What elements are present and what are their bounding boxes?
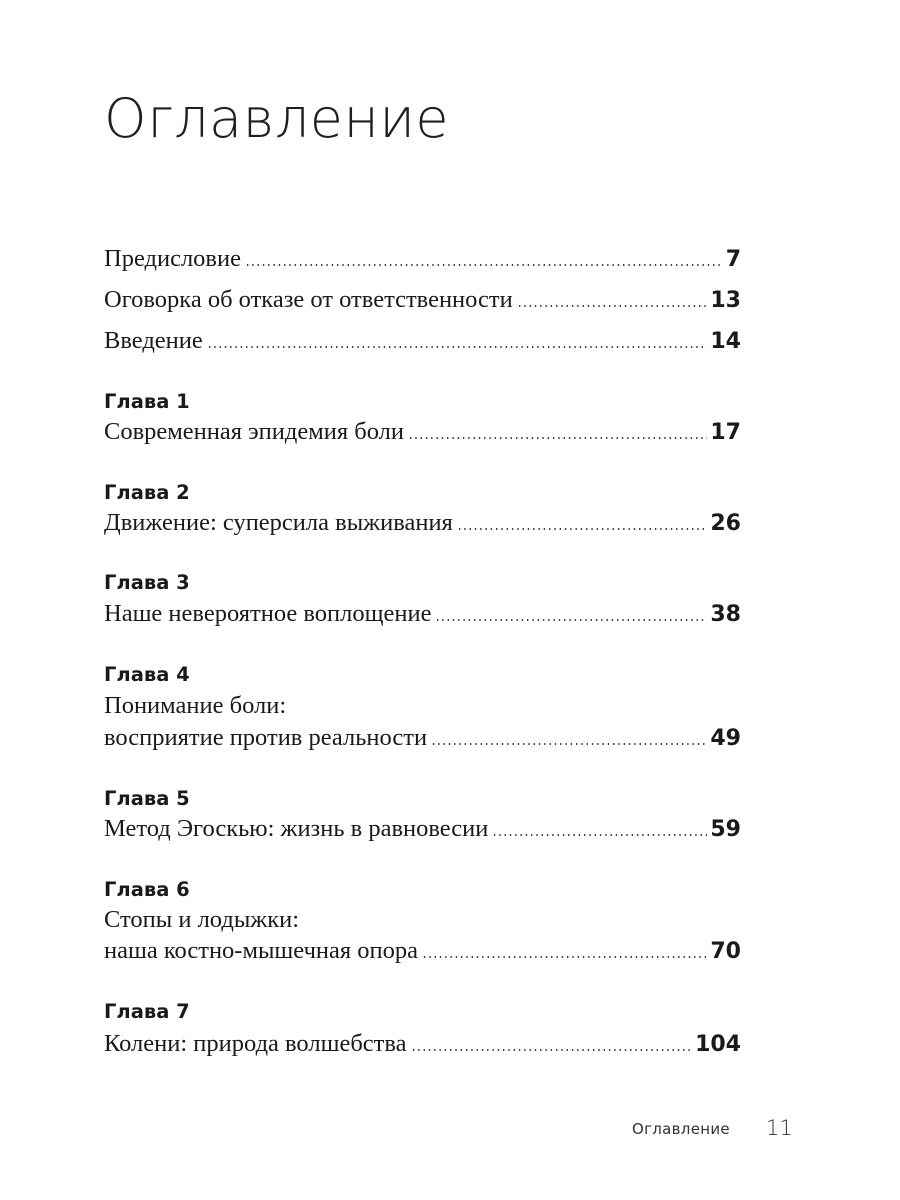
chapter-label: Глава 6 <box>104 878 190 901</box>
toc-entry-chapter-1[interactable] <box>104 416 741 448</box>
toc-entry-title: Оговорка об отказе от ответственности <box>104 286 513 313</box>
dot-leader <box>517 305 708 307</box>
toc-entry-chapter-5[interactable] <box>104 813 741 845</box>
dot-leader <box>411 1049 693 1051</box>
toc-entry-title: Предисловие <box>104 245 241 272</box>
running-footer-section: Оглавление <box>632 1120 730 1138</box>
toc-entry-chapter-6[interactable] <box>104 935 741 967</box>
toc-entry-chapter-2[interactable] <box>104 507 741 539</box>
chapter-label: Глава 3 <box>104 571 190 594</box>
chapter-label: Глава 2 <box>104 481 190 504</box>
page-number: 11 <box>766 1116 793 1140</box>
toc-entry-title-line: Понимание боли: <box>104 692 287 719</box>
toc-entry-title: Современная эпидемия боли <box>104 418 404 445</box>
dot-leader <box>457 528 708 530</box>
chapter-label: Глава 1 <box>104 390 190 413</box>
toc-entry-page: 7 <box>725 247 741 272</box>
toc-entry-page: 13 <box>710 288 741 313</box>
toc-entry-title: Метод Эгоскью: жизнь в равновесии <box>104 815 489 842</box>
dot-leader <box>431 743 707 745</box>
toc-entry-page: 14 <box>710 329 741 354</box>
chapter-label: Глава 7 <box>104 1000 190 1023</box>
dot-leader <box>422 956 707 958</box>
toc-entry-title-line: Стопы и лодыжки: <box>104 906 300 933</box>
toc-entry-chapter-7[interactable] <box>104 1028 741 1060</box>
toc-entry-title: наша костно-мышечная опора <box>104 937 419 964</box>
toc-entry-page: 38 <box>710 602 741 627</box>
toc-entry-page: 17 <box>710 420 741 445</box>
dot-leader <box>492 834 707 836</box>
toc-entry-title: Движение: суперсила выживания <box>104 509 453 536</box>
toc-entry-title: Наше невероятное воплощение <box>104 600 432 627</box>
page-title: Оглавление <box>104 87 450 150</box>
toc-entry-chapter-3[interactable] <box>104 598 741 630</box>
toc-entry-chapter-4[interactable] <box>104 722 741 754</box>
dot-leader <box>435 619 707 621</box>
toc-entry-introduction[interactable] <box>104 325 741 357</box>
toc-entry-preface[interactable] <box>104 243 741 275</box>
toc-entry-title: восприятие против реальности <box>104 724 428 751</box>
toc-entry-disclaimer[interactable] <box>104 284 741 316</box>
chapter-label: Глава 4 <box>104 663 190 686</box>
toc-entry-page: 59 <box>710 817 741 842</box>
chapter-label: Глава 5 <box>104 787 190 810</box>
toc-entry-page: 49 <box>710 726 741 751</box>
toc-entry-page: 70 <box>710 939 741 964</box>
toc-entry-title: Введение <box>104 327 203 354</box>
toc-entry-page: 26 <box>710 511 741 536</box>
dot-leader <box>245 264 723 266</box>
dot-leader <box>207 346 708 348</box>
dot-leader <box>408 437 707 439</box>
toc-entry-title: Колени: природа волшебства <box>104 1030 407 1057</box>
toc-entry-page: 104 <box>695 1032 741 1057</box>
